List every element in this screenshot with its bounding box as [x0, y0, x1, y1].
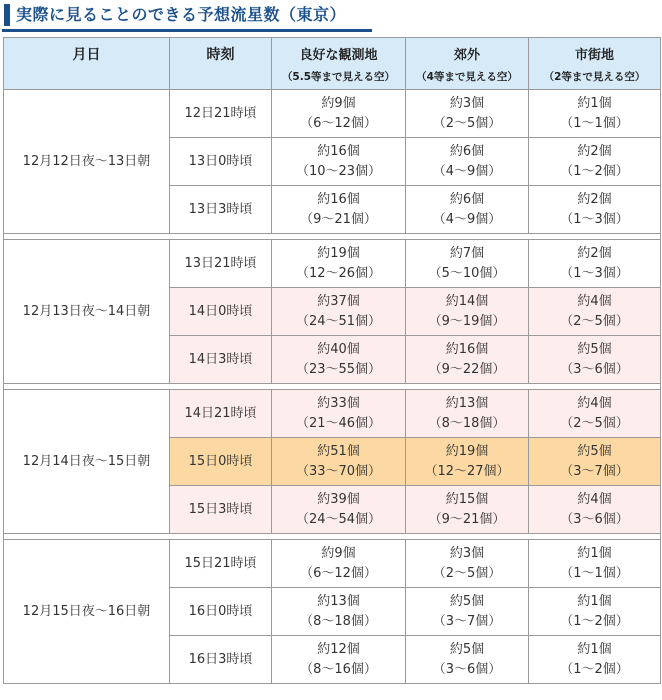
suburb-count-range: （4～9個） — [432, 163, 502, 179]
city-count-cell — [529, 336, 661, 384]
time-cell: 15日21時頃 — [170, 540, 272, 588]
suburb-count-value: 約16個 — [445, 341, 489, 357]
city-count-value: 約2個 — [577, 143, 612, 159]
header-good-label: 良好な観測地 — [299, 48, 378, 63]
good-count-range: （23～55個） — [295, 361, 382, 377]
good-count-range: （33～70個） — [295, 463, 382, 479]
city-count-cell — [529, 588, 661, 636]
good-count-cell — [272, 138, 406, 186]
table-row — [4, 390, 661, 438]
suburb-count-range: （4～9個） — [432, 211, 502, 227]
suburb-count-cell — [406, 486, 529, 534]
time-cell: 15日3時頃 — [170, 486, 272, 534]
suburb-count-value: 約6個 — [449, 191, 485, 207]
city-count-cell — [529, 138, 661, 186]
good-count-value: 約16個 — [317, 143, 360, 159]
good-count-range: （12～26個） — [295, 265, 382, 281]
suburb-count-value: 約5個 — [449, 593, 485, 609]
suburb-count-cell — [406, 240, 529, 288]
suburb-count-value: 約15個 — [445, 491, 489, 507]
city-count-range: （1～2個） — [560, 661, 629, 677]
city-count-value: 約1個 — [577, 545, 612, 561]
city-count-value: 約5個 — [577, 341, 612, 357]
time-cell: 14日21時頃 — [170, 390, 272, 438]
header-suburb-sub: （4等まで見える空） — [416, 71, 518, 83]
table-row — [4, 240, 661, 288]
good-count-cell — [272, 240, 406, 288]
date-cell: 12月15日夜～16日朝 — [4, 540, 170, 684]
good-count-cell — [272, 540, 406, 588]
city-count-value: 約2個 — [577, 245, 612, 261]
table-row — [4, 90, 661, 138]
time-cell: 14日3時頃 — [170, 336, 272, 384]
good-count-value: 約9個 — [321, 545, 356, 561]
suburb-count-cell — [406, 540, 529, 588]
suburb-count-cell — [406, 336, 529, 384]
suburb-count-range: （2～5個） — [432, 115, 502, 131]
city-count-cell — [529, 288, 661, 336]
suburb-count-cell — [406, 636, 529, 684]
city-count-range: （1～2個） — [560, 163, 629, 179]
suburb-count-value: 約3個 — [449, 95, 485, 111]
city-count-value: 約1個 — [577, 95, 612, 111]
suburb-count-value: 約5個 — [449, 641, 485, 657]
meteor-forecast-table — [3, 37, 661, 684]
suburb-count-range: （2～5個） — [432, 565, 502, 581]
city-count-range: （1～3個） — [560, 211, 629, 227]
suburb-count-range: （9～19個） — [428, 313, 506, 329]
city-count-range: （2～5個） — [560, 415, 629, 431]
suburb-count-range: （5～10個） — [428, 265, 506, 281]
good-count-cell — [272, 438, 406, 486]
suburb-count-range: （9～22個） — [428, 361, 506, 377]
header-city-sub: （2等まで見える空） — [543, 71, 646, 83]
good-count-cell — [272, 288, 406, 336]
city-count-cell — [529, 390, 661, 438]
time-cell: 16日3時頃 — [170, 636, 272, 684]
suburb-count-range: （9～21個） — [428, 511, 506, 527]
city-count-range: （1～3個） — [560, 265, 629, 281]
good-count-range: （21～46個） — [295, 415, 382, 431]
good-count-range: （10～23個） — [295, 163, 382, 179]
city-count-range: （3～6個） — [560, 511, 629, 527]
header-city — [529, 38, 661, 90]
good-count-cell — [272, 390, 406, 438]
time-cell: 12日21時頃 — [170, 90, 272, 138]
city-count-cell — [529, 438, 661, 486]
good-count-value: 約39個 — [317, 491, 360, 507]
suburb-count-cell — [406, 588, 529, 636]
title-accent-mark — [4, 4, 10, 26]
city-count-range: （1～1個） — [560, 565, 629, 581]
date-cell: 12月13日夜～14日朝 — [4, 240, 170, 384]
city-count-range: （3～6個） — [560, 361, 629, 377]
city-count-cell — [529, 90, 661, 138]
good-count-value: 約16個 — [317, 191, 360, 207]
header-good-site — [272, 38, 406, 90]
good-count-cell — [272, 486, 406, 534]
city-count-value: 約4個 — [577, 395, 612, 411]
suburb-count-value: 約7個 — [449, 245, 485, 261]
city-count-range: （1～2個） — [560, 613, 629, 629]
time-cell: 13日21時頃 — [170, 240, 272, 288]
table-body — [4, 90, 661, 684]
good-count-value: 約37個 — [317, 293, 360, 309]
suburb-count-cell — [406, 186, 529, 234]
city-count-value: 約1個 — [577, 641, 612, 657]
good-count-cell — [272, 588, 406, 636]
header-city-label: 市街地 — [574, 48, 614, 63]
city-count-range: （1～1個） — [560, 115, 629, 131]
suburb-count-value: 約14個 — [445, 293, 489, 309]
good-count-cell — [272, 90, 406, 138]
suburb-count-range: （8～18個） — [428, 415, 506, 431]
good-count-value: 約13個 — [317, 593, 360, 609]
good-count-value: 約12個 — [317, 641, 360, 657]
suburb-count-range: （3～7個） — [432, 613, 502, 629]
header-suburb — [406, 38, 529, 90]
time-cell: 16日0時頃 — [170, 588, 272, 636]
good-count-range: （6～12個） — [300, 565, 377, 581]
suburb-count-cell — [406, 288, 529, 336]
suburb-count-value: 約13個 — [445, 395, 489, 411]
time-cell: 13日3時頃 — [170, 186, 272, 234]
city-count-value: 約4個 — [577, 491, 612, 507]
date-cell: 12月12日夜～13日朝 — [4, 90, 170, 234]
city-count-value: 約4個 — [577, 293, 612, 309]
time-cell: 15日0時頃 — [170, 438, 272, 486]
suburb-count-range: （3～6個） — [432, 661, 502, 677]
header-row — [4, 38, 661, 90]
page-title: 実際に見ることのできる予想流星数（東京） — [16, 5, 347, 24]
city-count-cell — [529, 486, 661, 534]
good-count-value: 約40個 — [317, 341, 360, 357]
good-count-value: 約51個 — [317, 443, 360, 459]
date-cell: 12月14日夜～15日朝 — [4, 390, 170, 534]
suburb-count-value: 約6個 — [449, 143, 485, 159]
suburb-count-cell — [406, 138, 529, 186]
suburb-count-cell — [406, 438, 529, 486]
title-bar — [2, 2, 372, 32]
good-count-range: （8～16個） — [300, 661, 377, 677]
suburb-count-cell — [406, 90, 529, 138]
table-row — [4, 540, 661, 588]
city-count-cell — [529, 636, 661, 684]
good-count-cell — [272, 186, 406, 234]
suburb-count-cell — [406, 390, 529, 438]
city-count-range: （3～7個） — [560, 463, 629, 479]
time-cell: 14日0時頃 — [170, 288, 272, 336]
time-cell: 13日0時頃 — [170, 138, 272, 186]
header-time: 時刻 — [170, 38, 272, 90]
suburb-count-value: 約19個 — [445, 443, 489, 459]
good-count-range: （9～21個） — [300, 211, 377, 227]
city-count-value: 約1個 — [577, 593, 612, 609]
good-count-range: （24～51個） — [295, 313, 382, 329]
header-date: 月日 — [4, 38, 170, 90]
city-count-value: 約5個 — [577, 443, 612, 459]
good-count-range: （8～18個） — [300, 613, 377, 629]
city-count-range: （2～5個） — [560, 313, 629, 329]
city-count-cell — [529, 540, 661, 588]
city-count-value: 約2個 — [577, 191, 612, 207]
suburb-count-value: 約3個 — [449, 545, 485, 561]
suburb-count-range: （12～27個） — [424, 463, 510, 479]
city-count-cell — [529, 186, 661, 234]
header-good-sub: （5.5等まで見える空） — [281, 71, 396, 83]
good-count-value: 約9個 — [321, 95, 356, 111]
good-count-range: （24～54個） — [295, 511, 382, 527]
good-count-cell — [272, 636, 406, 684]
good-count-value: 約33個 — [317, 395, 360, 411]
header-suburb-label: 郊外 — [453, 48, 480, 63]
city-count-cell — [529, 240, 661, 288]
good-count-cell — [272, 336, 406, 384]
good-count-range: （6～12個） — [300, 115, 377, 131]
good-count-value: 約19個 — [317, 245, 360, 261]
